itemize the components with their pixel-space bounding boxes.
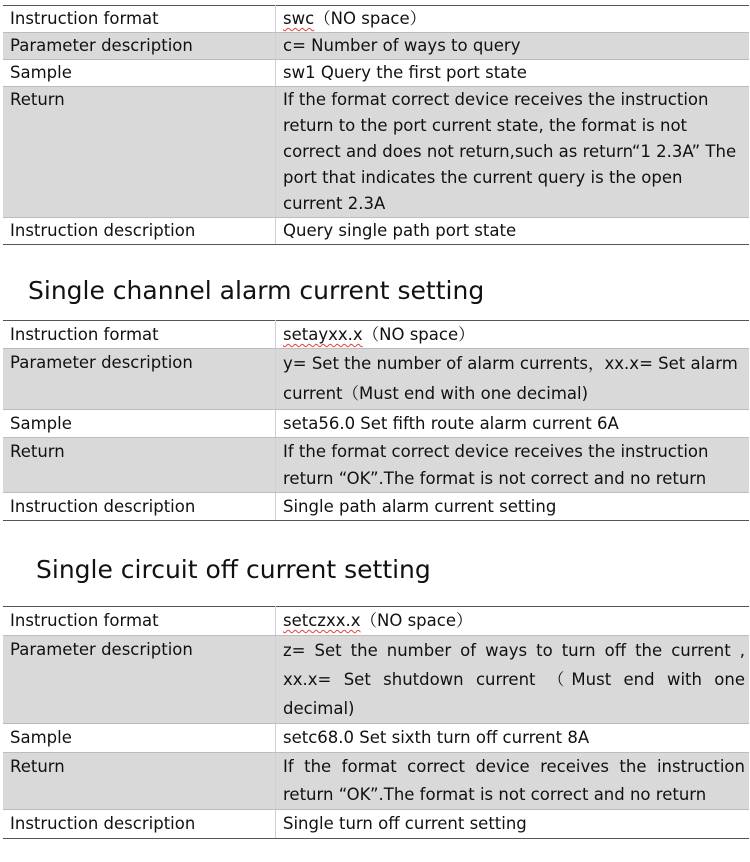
section-heading: Single circuit off current setting [36,555,431,584]
row-value: If the format correct device receives the instruction return “OK”.The format is not correct and no return [276,753,750,810]
row-label: Instruction description [3,218,276,245]
row-label: Sample [3,60,276,87]
table-row [3,724,749,753]
section-heading: Single channel alarm current setting [28,276,485,305]
table-row [3,349,749,410]
table-row [3,438,749,493]
table-row [3,810,749,839]
row-value: Single turn off current setting [276,810,750,839]
instruction-table-alarm-current [3,320,749,521]
table-row [3,33,749,60]
row-label: Sample [3,724,276,753]
row-value: If the format correct device receives the instruction return “OK”.The format is not correct and no return [276,438,750,493]
row-label: Return [3,87,276,218]
row-label: Instruction format [3,607,276,636]
row-label: Instruction format [3,321,276,349]
row-label: Parameter description [3,33,276,60]
table-row [3,218,749,245]
table-row [3,6,749,33]
row-label: Return [3,438,276,493]
command-note: （NO space） [360,611,473,630]
row-value: Single path alarm current setting [276,493,750,521]
row-value: c= Number of ways to query [276,33,750,60]
row-value [276,6,750,33]
command-note: （NO space） [362,325,475,344]
row-value: If the format correct device receives the instruction return to the port current state, the format is not correct and does not return,such as return“1 2.3A” The port that indicates the current query is the open current 2.3A [276,87,750,218]
instruction-table-query-port [3,5,749,245]
command-note: （NO space） [314,9,427,28]
row-label: Instruction description [3,493,276,521]
row-label: Return [3,753,276,810]
row-value: Query single path port state [276,218,750,245]
row-value: y= Set the number of alarm currents，xx.x= Set alarm current（Must end with one decimal) [276,349,750,410]
table-row [3,87,749,218]
row-value [276,321,750,349]
row-value [276,607,750,636]
row-label: Instruction description [3,810,276,839]
table-row [3,636,749,724]
row-label: Parameter description [3,349,276,410]
row-label: Parameter description [3,636,276,724]
instruction-table-off-current [3,606,749,839]
row-value: z= Set the number of ways to turn off the current , xx.x= Set shutdown current （Must end with one decimal) [276,636,750,724]
table-row [3,410,749,438]
row-value: setc68.0 Set sixth turn off current 8A [276,724,750,753]
row-label: Instruction format [3,6,276,33]
command-code: swc [283,9,315,28]
table-row [3,321,749,349]
table-row [3,60,749,87]
table-row [3,493,749,521]
row-label: Sample [3,410,276,438]
row-value: seta56.0 Set fifth route alarm current 6A [276,410,750,438]
table-row [3,753,749,810]
row-value: sw1 Query the first port state [276,60,750,87]
table-row [3,607,749,636]
command-code: setayxx.x [283,325,363,344]
command-code: setczxx.x [283,611,361,630]
